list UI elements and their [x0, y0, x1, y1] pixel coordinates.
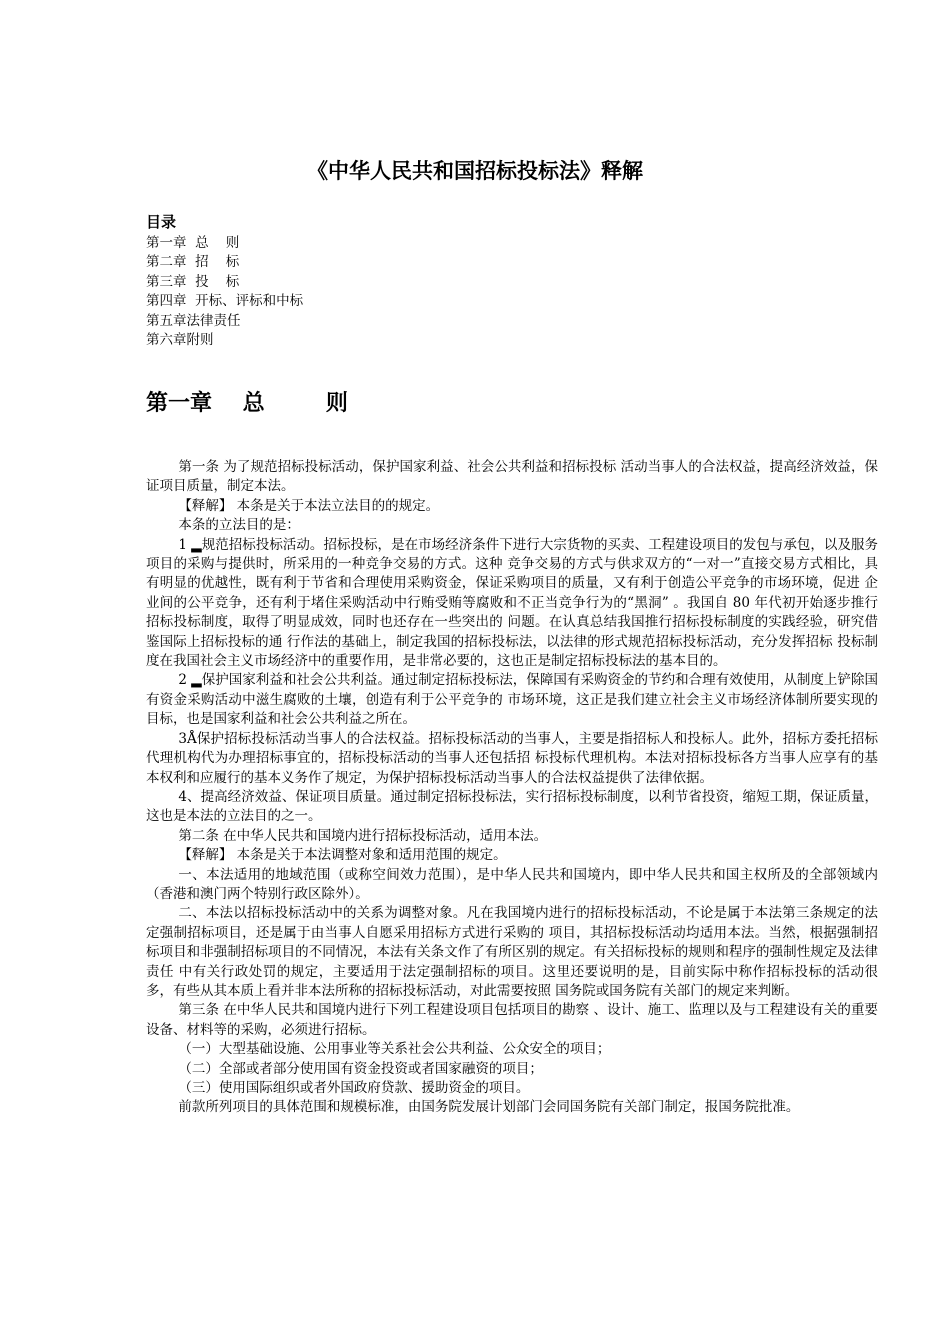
article-3-text: 第三条 在中华人民共和国境内进行下列工程建设项目包括项目的勘察 、设计、施工、监理以及与工程建设有关的重要设备、材料等的采购，必须进行招标。: [146, 1002, 878, 1038]
toc-item-chapter-3[interactable]: 第三章 投 标: [146, 273, 240, 290]
chapter-body: [146, 458, 878, 1118]
scope-item-1: 一、本法适用的地域范围（或称空间效力范围），是中华人民共和国境内，即中华人民共和国主权所及的全部领域内（香港和澳门两个特别行政区除外）。: [146, 866, 878, 902]
article-2-interpretation: 【释解】 本条是关于本法调整对象和适用范围的规定。: [178, 847, 507, 864]
purpose-item-3: 3Å保护招标投标活动当事人的合法权益。招标投标活动的当事人，主要是指招标人和投标人。此外，招标方委托招标代理机构代为办理招标事宜的，招标投标活动的当事人还包括招 标投标代理机构。本法对招标投标各方当事人应享有的基本权利和应履行的基本义务作了规定，为保护招标投标活动当事人的合法权益提供了法律依据。: [146, 730, 878, 786]
article-3-item-3: （三）使用国际组织或者外国政府贷款、援助资金的项目。: [178, 1080, 530, 1096]
toc-item-chapter-1[interactable]: 第一章 总 则: [146, 235, 240, 251]
toc-list: [146, 234, 646, 350]
table-of-contents: [146, 211, 646, 350]
chapter-heading: 第一章 总 则: [146, 391, 348, 416]
scope-item-2: 二、本法以招标投标活动中的关系为调整对象。凡在我国境内进行的招标投标活动，不论是属于本法第三条规定的法定强制招标项目，还是属于由当事人自愿采用招标方式进行采购的 项目，其招标投标活动均适用本法。当然，根据强制招标项目和非强制招标项目的不同情况，本法有关条文作了有所区别的规定。有关招标投标的规则和程序的强制性规定及法律责任 中有关行政处罚的规定，主要适用于法定强制招标的项目。这里还要说明的是，目前实际中称作招标投标的活动很多，有些从其本质上看并非本法所称的招标投标活动，对此需要按照 国务院或国务院有关部门的规定来判断。: [146, 905, 878, 999]
toc-heading: 目录: [146, 213, 177, 231]
purpose-item-1: 1 ▂规范招标投标活动。招标投标，是在市场经济条件下进行大宗货物的买卖、工程建设项目的发包与承包，以及服务项目的采购与提供时，所采用的一种竞争交易的方式。这种 竞争交易的方式与供求双方的“一对一”直接交易方式相比，具有明显的优越性，既有利于节省和合理使用采购资金，保证采购项目的质量，又有利于创造公平竞争的市场环境，促进 企业间的公平竞争，还有利于堵住采购活动中行贿受贿等腐败和不正当竞争行为的“黑洞” 。我国自 80 年代初开始逐步推行招标投标制度，取得了明显成效，同时也还存在一些突出的 问题。在认真总结我国推行招标投标制度的实践经验，研究借鉴国际上招标投标的通 行作法的基础上，制定我国的招标投标法，以法律的形式规范招标投标活动，充分发挥招标 投标制度在我国社会主义市场经济中的重要作用，是非常必要的，这也正是制定招标投标法的基本目的。: [146, 536, 878, 670]
article-1-text: 第一条 为了规范招标投标活动，保护国家利益、社会公共利益和招标投标 活动当事人的合法权益，提高经济效益，保证项目质量，制定本法。: [146, 459, 878, 495]
article-3-item-1: （一）大型基础设施、公用事业等关系社会公共利益、公众安全的项目；: [178, 1041, 611, 1058]
article-1-interpretation: 【释解】 本条是关于本法立法目的的规定。: [178, 497, 440, 514]
toc-item-chapter-5[interactable]: 第五章法律责任: [146, 312, 241, 329]
article-3-item-2: （二）全部或者部分使用国有资金投资或者国家融资的项目；: [178, 1060, 543, 1077]
article-2-text: 第二条 在中华人民共和国境内进行招标投标活动，适用本法。: [178, 827, 548, 844]
document-title: 《中华人民共和国招标投标法》释解: [307, 159, 643, 184]
article-3-closing: 前款所列项目的具体范围和规模标准，由国务院发展计划部门会同国务院有关部门制定，报国务院批准。: [178, 1099, 800, 1116]
toc-item-chapter-2[interactable]: 第二章 招 标: [146, 254, 240, 271]
toc-item-chapter-4[interactable]: 第四章 开标、评标和中标: [146, 293, 304, 310]
purpose-intro: 本条的立法目的是：: [178, 517, 300, 534]
purpose-item-4: 4、提高经济效益、保证项目质量。通过制定招标投标法，实行招标投标制度，以利节省投资，缩短工期，保证质量，这也是本法的立法目的之一。: [146, 788, 878, 825]
purpose-item-2: 2 ▂保护国家利益和社会公共利益。通过制定招标投标法，保障国有采购资金的节约和合理有效使用，从制度上铲除国有资金采购活动中滋生腐败的土壤，创造有利于公平竞争的 市场环境，这正是我们建立社会主义市场经济体制所要实现的目标，也是国家利益和社会公共利益之所在。: [146, 672, 878, 728]
toc-item-chapter-6[interactable]: 第六章附则: [146, 332, 214, 349]
